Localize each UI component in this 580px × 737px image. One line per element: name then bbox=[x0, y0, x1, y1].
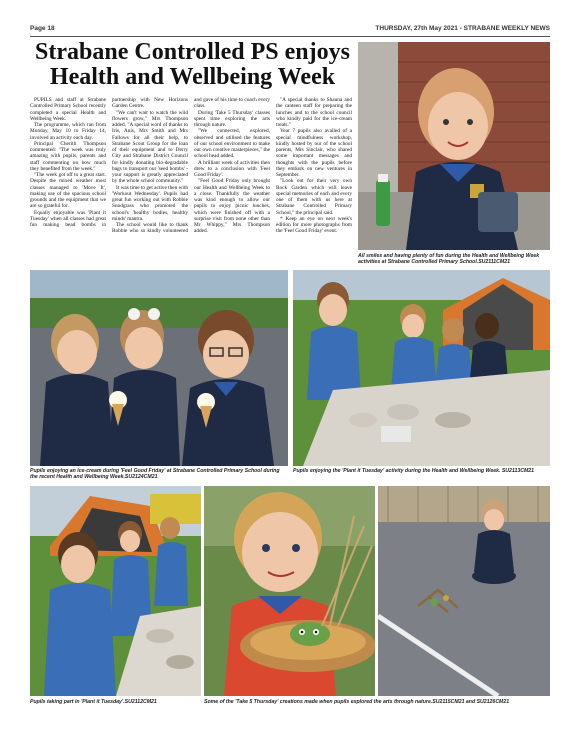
article-body bbox=[30, 97, 352, 262]
article-paragraph: "The week got off to a great start. Despite the mixed weather most classes managed to 'Move It', making use of the spacious school grounds and the equipment that we are so grateful for. bbox=[30, 172, 106, 210]
edition-line: THURSDAY, 27th May 2021 - STRABANE WEEKLY NEWS bbox=[375, 25, 550, 32]
caption-top-right: All smiles and having plenty of fun during the Health and Wellbeing Week activities at Strabane Controlled Primary School.SU2111CM21 bbox=[358, 253, 540, 265]
article-paragraph: "Look out for their very own Rock Garden which will leave special memories of each and every one of them with us here at Strabane Controlled Primary School," the principal said. bbox=[276, 178, 352, 216]
article-paragraph: "A special thanks to Shauna and the canteen staff for preparing the lunches and to the school council who kindly paid for the ice-cream treats." bbox=[276, 97, 352, 128]
caption-mid-left: Pupils enjoying an ice-cream during 'Feel Good Friday' at Strabane Controlled Primary School during the recent Health and Wellbeing Week.SU2124CM21 bbox=[30, 468, 280, 480]
article-paragraph: "Feel Good Friday only brought our Health and Wellbeing Week to a close. Thankfully the weather was kind enough to allow our pupils to enjoy picnic lunches, which were finished off with a surprise visit from none other than Mr Whippy," Mrs Thompson added. bbox=[194, 178, 270, 235]
caption-mid-right: Pupils enjoying the 'Plant it Tuesday' activity during the Health and Wellbeing Week. SU2113CM21 bbox=[293, 468, 535, 474]
photo-girls-ice-cream bbox=[30, 270, 288, 466]
article-paragraph: During 'Take 5 Thursday' classes spent time exploring the arts through nature. bbox=[194, 109, 270, 128]
article-paragraph: "We connected, explored, observed and utilised the features of our school environment to make our own creative masterpieces," the school head added. bbox=[194, 128, 270, 160]
header-rule bbox=[30, 36, 550, 37]
caption-bottom-right: Some of the 'Take 5 Thursday' creations made when pupils explored the arts through nature.SU2115CM21 and SU2126CM21 bbox=[204, 699, 510, 705]
page-number: Page 18 bbox=[30, 25, 55, 32]
article-paragraph: Principal Cherith Thompson commented: "The week was truly amazing with pupils, parents and staff commenting on how much they benefited from the week." bbox=[30, 140, 106, 172]
article-paragraph: * Keep an eye on next week's edition for more photographs from the 'Feel Good Friday' event. bbox=[276, 215, 352, 235]
article-paragraph: A brilliant week of activities then drew to a conclusion with 'Feel Good Friday'. bbox=[194, 159, 270, 178]
article-paragraph: PUPILS and staff at Strabane Controlled Primary School recently completed a special Health and Wellbeing Week. bbox=[30, 97, 106, 122]
article-paragraph: The school would like to thank Robbie who so kindly volunteered and gave of his time to coach every class. bbox=[112, 97, 270, 235]
article-paragraph: "We can't wait to watch the wild flowers grow," Mrs Thompson added. "A special word of thanks to Iris, Anis, Mrs Smith and Mrs Fallows for all their help, to Strabane Scout Group for the loan of their equipment and to Derry City and Strabane District Council for kindly donating bio-degradable bags to transport our 'seed bombs' - your support is greatly appreciated by the whole school community." bbox=[112, 109, 188, 185]
article-headline: Strabane Controlled PS enjoys Health and Wellbeing Week bbox=[35, 39, 350, 90]
photo-pupils-planting bbox=[30, 486, 201, 696]
article-paragraph: It was time to get active then with 'Workout Wednesday'. Pupils had great fun working out with Robbie Snodgrass who promoted the school's 'healthy bodies, healthy minds' mantra. bbox=[112, 184, 188, 222]
photo-boy-nature-creation bbox=[204, 486, 375, 696]
photo-boy-playground-art bbox=[378, 486, 550, 696]
photo-plant-it-tuesday-table bbox=[293, 270, 550, 466]
article-paragraph: The programme, which ran from Monday, May 10 to Friday 14, involved an activity each day. bbox=[30, 122, 106, 141]
page-header bbox=[30, 23, 550, 35]
caption-bottom-left: Pupils taking part in 'Plant it Tuesday'.SU2112CM21 bbox=[30, 699, 157, 705]
article-paragraph: Equally enjoyable was 'Plant it Tuesday' when all classes had great fun making bead bombs in partnership with New Horizons Garden Centre. bbox=[30, 97, 188, 228]
photo-girl-with-bottle bbox=[358, 42, 550, 250]
article-paragraph: Year 7 pupils also availed of a special mindfulness workshop, kindly hosted by our of the school parents, Mrs Sinclair, who shared some important messages and thoughts with the pupils before they embark on new ventures in September. bbox=[276, 128, 352, 178]
